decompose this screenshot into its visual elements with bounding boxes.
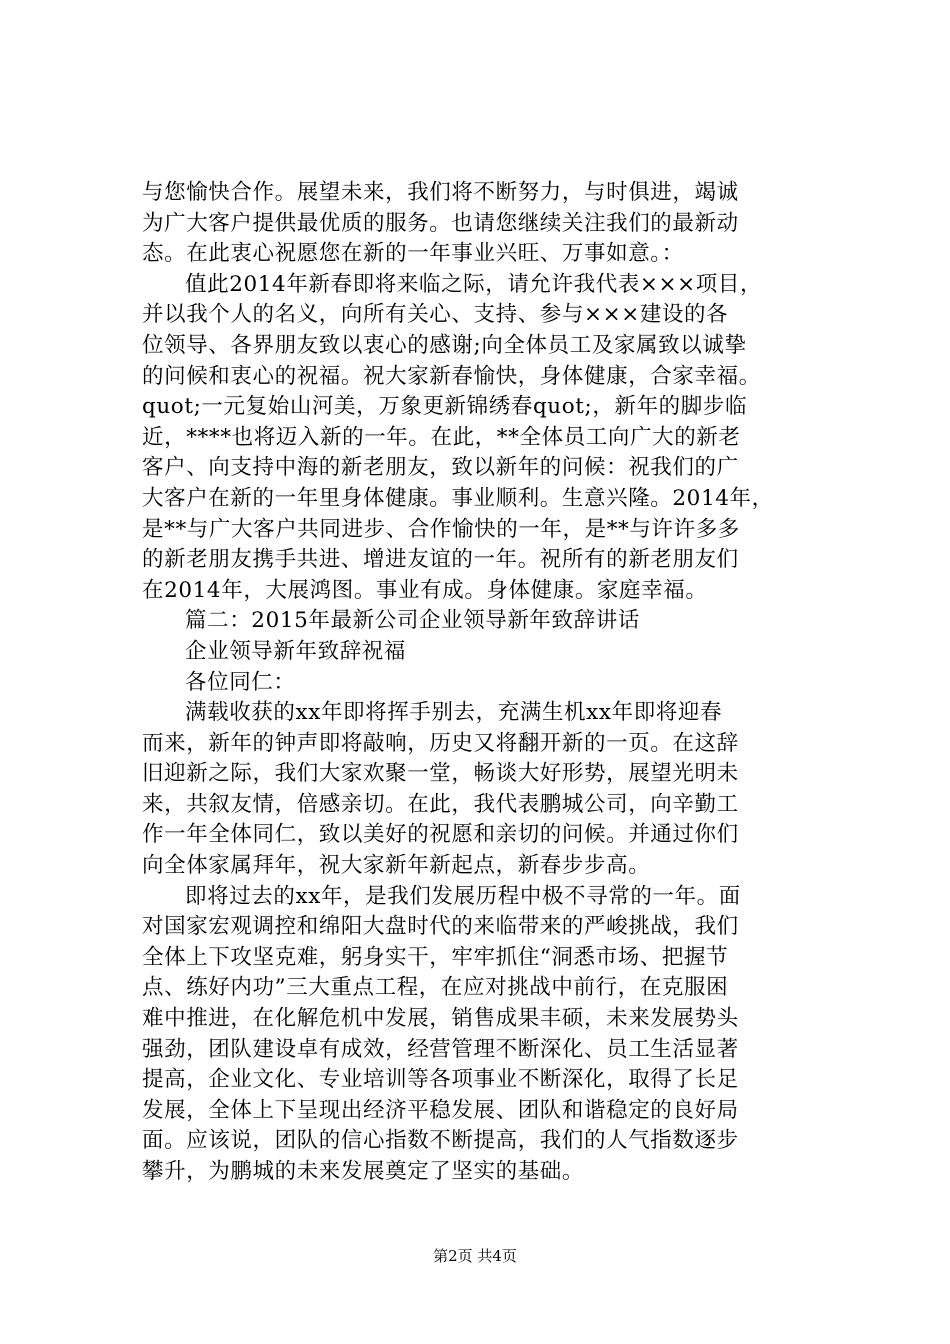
- document-body: [142, 178, 812, 1188]
- text-line: 作一年全体同仁，致以美好的祝愿和亲切的问候。并通过你们: [142, 822, 739, 848]
- text-line: 全体上下攻坚克难，躬身实干，牢牢抓住“洞悉市场、把握节: [142, 944, 729, 970]
- text-line: 与您愉快合作。展望未来，我们将不断努力，与时俱进，竭诚: [142, 180, 739, 205]
- text-line: 向全体家属拜年，祝大家新年新起点，新春步步高。: [142, 853, 651, 879]
- text-line: 点、练好内功”三大重点工程，在应对挑战中前行，在克服困: [142, 975, 729, 1001]
- text-line: 满载收获的xx年即将挥手别去，充满生机xx年即将迎春: [185, 700, 723, 726]
- text-line: quot;一元复始山河美，万象更新锦绣春quot;，新年的脚步临: [142, 394, 748, 420]
- text-line: 旧迎新之际，我们大家欢聚一堂，畅谈大好形势，展望光明未: [142, 761, 739, 787]
- text-line: 攀升，为鹏城的未来发展奠定了坚实的基础。: [142, 1159, 585, 1184]
- text-line: 态。在此衷心祝愿您在新的一年事业兴旺、万事如意。：: [142, 241, 684, 267]
- text-line: 来，共叙友情，倍感亲切。在此，我代表鹏城公司，向辛勤工: [142, 791, 739, 817]
- text-line: 是**与广大客户共同进步、合作愉快的一年，是**与许许多多: [142, 516, 740, 542]
- text-line: 值此2014年新春即将来临之际，请允许我代表×××项目，: [185, 271, 763, 297]
- text-line: 对国家宏观调控和绵阳大盘时代的来临带来的严峻挑战，我们: [142, 914, 739, 940]
- text-line: 发展，全体上下呈现出经济平稳发展、团队和谐稳定的良好局: [142, 1097, 739, 1123]
- text-line: 即将过去的xx年，是我们发展历程中极不寻常的一年。面: [185, 883, 741, 909]
- page-footer: 第2页 共4页: [433, 1247, 517, 1265]
- text-line: 为广大客户提供最优质的服务。也请您继续关注我们的最新动: [142, 210, 739, 236]
- text-line: 并以我个人的名义，向所有关心、支持、参与×××建设的各: [142, 302, 729, 328]
- text-line: 大客户在新的一年里身体健康。事业顺利。生意兴隆。2014年，: [142, 485, 774, 511]
- text-line: 而来，新年的钟声即将敲响，历史又将翻开新的一页。在这辞: [142, 730, 739, 756]
- text-line: 在2014年，大展鸿图。事业有成。身体健康。家庭幸福。: [142, 577, 708, 603]
- text-line: 客户、向支持中海的新老朋友，致以新年的问候：祝我们的广: [142, 455, 739, 481]
- text-line: 位领导、各界朋友致以衷心的感谢;向全体员工及家属致以诚挚: [142, 332, 747, 358]
- text-line: 的问候和衷心的祝福。祝大家新春愉快，身体健康，合家幸福。: [142, 363, 761, 389]
- text-line: 难中推进，在化解危机中发展，销售成果丰硕，未来发展势头: [142, 1006, 739, 1032]
- text-line: 篇二：2015年最新公司企业领导新年致辞讲话: [185, 608, 640, 634]
- text-line: 面。应该说，团队的信心指数不断提高，我们的人气指数逐步: [142, 1128, 739, 1154]
- text-line: 提高，企业文化、专业培训等各项事业不断深化，取得了长足: [142, 1067, 739, 1093]
- text-line: 近，****也将迈入新的一年。在此，**全体员工向广大的新老: [142, 424, 741, 450]
- text-line: 的新老朋友携手共进、增进友谊的一年。祝所有的新老朋友们: [142, 547, 739, 573]
- text-line: 各位同仁：: [185, 669, 296, 695]
- text-line: 企业领导新年致辞祝福: [185, 638, 407, 664]
- text-line: 强劲，团队建设卓有成效，经营管理不断深化、员工生活显著: [142, 1036, 739, 1062]
